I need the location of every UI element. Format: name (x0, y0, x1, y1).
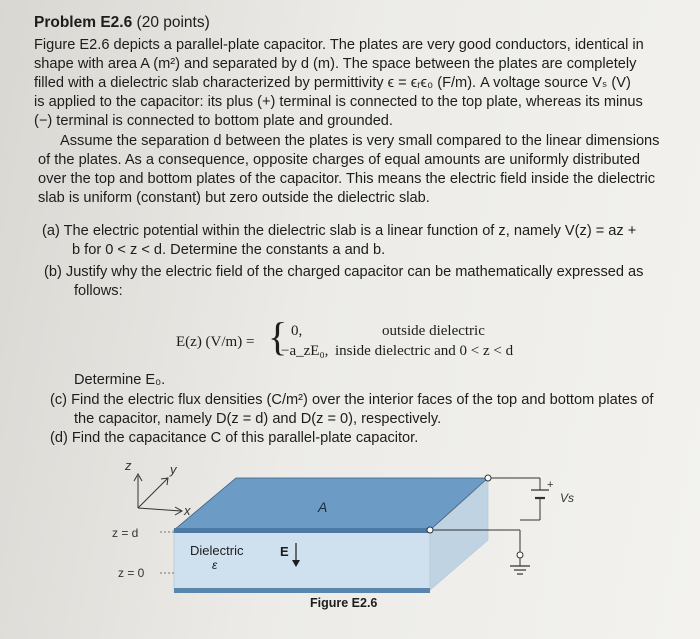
para1-line5: (−) terminal is connected to bottom plate and grounded. (34, 113, 393, 129)
equation-case2-condition: inside dielectric and 0 < z < d (335, 343, 514, 359)
equation-case1-value: 0, (291, 323, 303, 339)
part-c-line1: (c) Find the electric flux densities (C/m²) over the interior faces of the top and bottom plates of (50, 392, 654, 408)
part-c-line2: the capacitor, namely D(z = d) and D(z = 0), respectively. (74, 411, 442, 427)
axis-y-label: y (170, 462, 177, 477)
dielectric-symbol: ε (212, 558, 218, 572)
part-d-line: (d) Find the capacitance C of this parallel-plate capacitor. (50, 430, 419, 446)
ground-node (517, 552, 523, 558)
para1-line1: Figure E2.6 depicts a parallel-plate capacitor. The plates are very good conductors, identical in (34, 37, 644, 53)
source-label: Vs (560, 491, 575, 505)
determine-e0: Determine E₀. (74, 372, 166, 388)
para2-line4: slab is uniform (constant) but zero outside the dielectric slab. (38, 190, 430, 206)
para1-line2: shape with area A (m²) and separated by d (m). The space between the plates are completely (34, 56, 637, 72)
plus-sign: + (547, 479, 554, 491)
axis-triad (134, 474, 182, 515)
para2-line2: of the plates. As a consequence, opposite charges of equal amounts are uniformly distributed (38, 152, 640, 168)
para1-line3: filled with a dielectric slab characterized by permittivity ϵ = ϵᵣϵ₀ (F/m). A voltage source Vₛ (V) (34, 75, 631, 91)
problem-heading: Problem E2.6 (34, 14, 133, 31)
label-area: A (318, 499, 328, 515)
part-a-line2: b for 0 < z < d. Determine the constants a and b. (72, 242, 386, 258)
field-label: E (280, 544, 289, 559)
equation-lhs: E(z) (V/m) = (176, 334, 255, 350)
part-b-line1: (b) Justify why the electric field of the charged capacitor can be mathematically expressed as (44, 264, 644, 280)
para1-line4: is applied to the capacitor: its plus (+) terminal is connected to the top plate, whereas its minus (34, 94, 643, 110)
label-zd: z = d (112, 526, 139, 540)
top-plate-edge (174, 528, 430, 533)
equation-case2-value: −a_zE₀, (281, 343, 329, 359)
para2-line1: Assume the separation d between the plates is very small compared to the linear dimensions (60, 133, 660, 149)
label-z0: z = 0 (118, 566, 145, 580)
problem-points: (20 points) (136, 14, 210, 31)
part-a-line1: (a) The electric potential within the dielectric slab is a linear function of z, namely V(z) = az + (42, 223, 637, 239)
part-b-line2: follows: (74, 283, 123, 299)
bottom-plate-edge (174, 588, 430, 593)
axis-x-label: x (184, 503, 191, 518)
axis-z-label: z (125, 458, 132, 473)
equation-brace: { (268, 314, 288, 359)
figure-caption: Figure E2.6 (310, 596, 378, 610)
para2-line3: over the top and bottom plates of the capacitor. This means the electric field inside the dielectric (38, 171, 656, 187)
equation-case1-condition: outside dielectric (382, 323, 485, 339)
dielectric-label: Dielectric (190, 543, 244, 558)
